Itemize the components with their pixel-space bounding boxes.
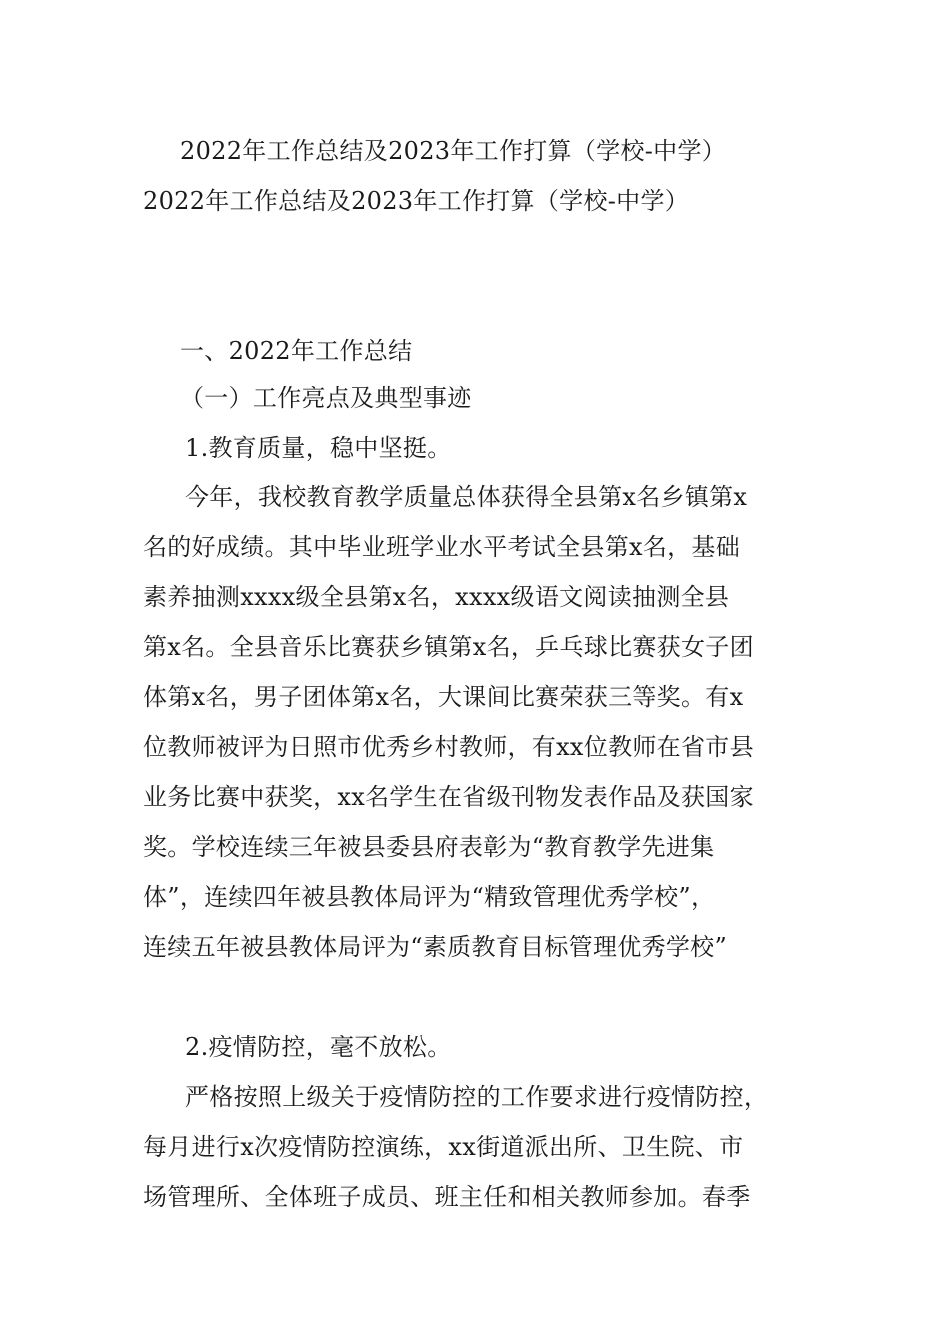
item-heading: 1.教育质量，稳中坚挺。 <box>185 434 452 462</box>
paragraph-line: 体第x名，男子团体第x名，大课间比赛荣获三等奖。有x <box>143 683 744 711</box>
paragraph-line: 每月进行x次疫情防控演练，xx街道派出所、卫生院、市 <box>143 1133 744 1161</box>
paragraph-line: 严格按照上级关于疫情防控的工作要求进行疫情防控， <box>185 1083 769 1111</box>
paragraph-line: 场管理所、全体班子成员、班主任和相关教师参加。春季 <box>143 1183 751 1211</box>
paragraph-line: 连续五年被县教体局评为“素质教育目标管理优秀学校” <box>143 933 728 961</box>
paragraph-line: 名的好成绩。其中毕业班学业水平考试全县第x名，基础 <box>143 533 741 561</box>
subsection-heading: （一）工作亮点及典型事迹 <box>180 384 472 412</box>
document-title: 2022年工作总结及2023年工作打算（学校-中学） <box>180 137 727 165</box>
paragraph-line: 体”，连续四年被县教体局评为“精致管理优秀学校”， <box>143 883 716 911</box>
paragraph-line: 奖。学校连续三年被县委县府表彰为“教育教学先进集 <box>143 833 715 861</box>
section-heading: 一、2022年工作总结 <box>180 337 413 365</box>
paragraph-line: 业务比赛中获奖，xx名学生在省级刊物发表作品及获国家 <box>143 783 754 811</box>
paragraph-line: 素养抽测xxxx级全县第x名，xxxx级语文阅读抽测全县 <box>143 583 730 611</box>
paragraph-line: 今年，我校教育教学质量总体获得全县第x名乡镇第x <box>185 483 748 511</box>
paragraph-line: 第x名。全县音乐比赛获乡镇第x名，乒乓球比赛获女子团 <box>143 633 754 661</box>
paragraph-line: 位教师被评为日照市优秀乡村教师，有xx位教师在省市县 <box>143 733 754 761</box>
item-heading: 2.疫情防控，毫不放松。 <box>185 1033 452 1061</box>
document-title-repeat: 2022年工作总结及2023年工作打算（学校-中学） <box>143 187 690 215</box>
